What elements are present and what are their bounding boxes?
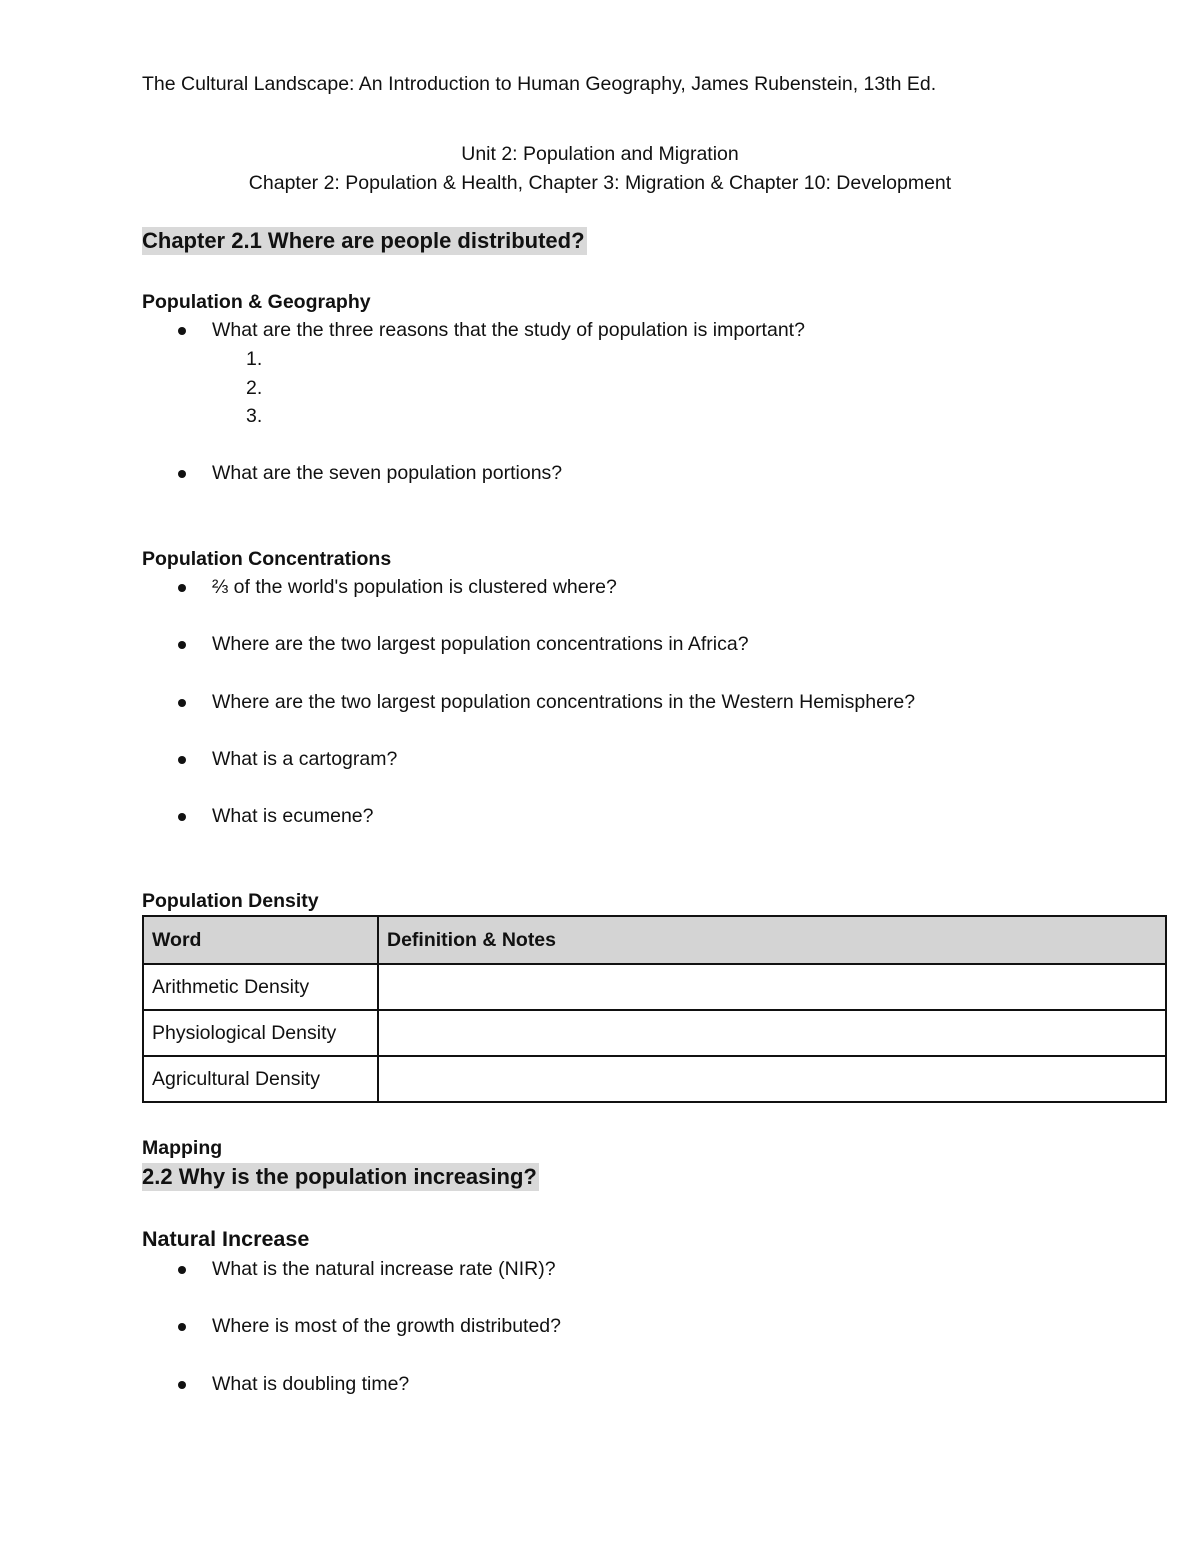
bullet-icon — [178, 1266, 186, 1274]
bullet-icon — [178, 584, 186, 592]
bullet-icon — [178, 641, 186, 649]
heading-population-density: Population Density — [142, 890, 319, 912]
list-number-1: 1. — [246, 348, 263, 370]
section-title-2-1: Chapter 2.1 Where are people distributed? — [142, 228, 585, 253]
column-header-definition: Definition & Notes — [378, 916, 1166, 964]
column-header-word: Word — [143, 916, 378, 964]
book-title: The Cultural Landscape: An Introduction to Human Geography, James Rubenstein, 13th Ed. — [142, 73, 937, 95]
table-cell-definition[interactable] — [378, 1010, 1166, 1056]
table-row — [143, 964, 1166, 1010]
list-number-3: 3. — [246, 405, 263, 427]
question-three-reasons: What are the three reasons that the study of population is important? — [212, 319, 805, 341]
bullet-icon — [178, 470, 186, 478]
heading-population-concentrations: Population Concentrations — [142, 548, 392, 570]
table-cell-word: Arithmetic Density — [143, 964, 378, 1010]
section-title-2-2: 2.2 Why is the population increasing? — [142, 1164, 537, 1189]
bullet-icon — [178, 1323, 186, 1331]
population-density-table — [142, 915, 1167, 1103]
question-doubling-time: What is doubling time? — [212, 1373, 410, 1395]
question-clustered: ⅔ of the world's population is clustered where? — [212, 576, 617, 598]
table-cell-word: Agricultural Density — [143, 1056, 378, 1102]
question-growth-distributed: Where is most of the growth distributed? — [212, 1315, 561, 1337]
chapters-line: Chapter 2: Population & Health, Chapter 3: Migration & Chapter 10: Development — [248, 172, 952, 194]
table-cell-definition[interactable] — [378, 964, 1166, 1010]
question-seven-portions: What are the seven population portions? — [212, 462, 563, 484]
question-western-hemisphere: Where are the two largest population concentrations in the Western Hemisphere? — [212, 691, 916, 713]
bullet-icon — [178, 1381, 186, 1389]
question-africa: Where are the two largest population concentrations in Africa? — [212, 633, 749, 655]
heading-natural-increase: Natural Increase — [142, 1227, 310, 1251]
table-header-row — [143, 916, 1166, 964]
bullet-icon — [178, 327, 186, 335]
list-number-2: 2. — [246, 377, 263, 399]
bullet-icon — [178, 813, 186, 821]
table-cell-definition[interactable] — [378, 1056, 1166, 1102]
table-cell-word: Physiological Density — [143, 1010, 378, 1056]
table-row — [143, 1056, 1166, 1102]
question-nir: What is the natural increase rate (NIR)? — [212, 1258, 556, 1280]
bullet-icon — [178, 756, 186, 764]
table-row — [143, 1010, 1166, 1056]
unit-title: Unit 2: Population and Migration — [461, 143, 739, 165]
question-cartogram: What is a cartogram? — [212, 748, 398, 770]
bullet-icon — [178, 699, 186, 707]
heading-population-geography: Population & Geography — [142, 291, 371, 313]
heading-mapping: Mapping — [142, 1137, 223, 1159]
question-ecumene: What is ecumene? — [212, 805, 374, 827]
